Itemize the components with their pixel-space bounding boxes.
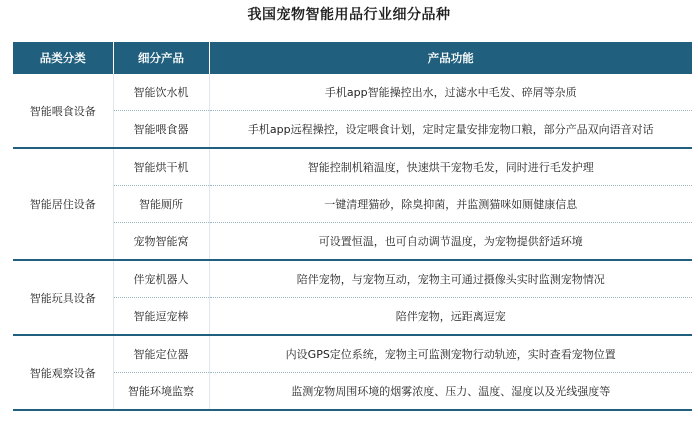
product-cell: 宠物智能窝	[113, 223, 209, 261]
product-cell: 智能厕所	[113, 186, 209, 223]
product-cell: 智能饮水机	[113, 74, 209, 111]
product-cell: 伴宠机器人	[113, 260, 209, 298]
category-cell: 智能玩具设备	[13, 260, 113, 335]
product-cell: 智能逗宠棒	[113, 298, 209, 336]
function-cell: 智能控制机箱温度，快速烘干宠物毛发，同时进行毛发护理	[209, 148, 692, 186]
function-cell: 手机app智能操控出水，过滤水中毛发、碎屑等杂质	[209, 74, 692, 111]
function-cell: 陪伴宠物，与宠物互动，宠物主可通过摄像头实时监测宠物情况	[209, 260, 692, 298]
category-cell: 智能喂食设备	[13, 74, 113, 148]
function-cell: 陪伴宠物，远距离逗宠	[209, 298, 692, 336]
header-category: 品类分类	[13, 42, 113, 74]
function-cell: 一键清理猫砂，除臭抑菌，并监测猫咪如厕健康信息	[209, 186, 692, 223]
product-cell: 智能喂食器	[113, 111, 209, 149]
table-row	[13, 74, 692, 111]
function-cell: 可设置恒温，也可自动调节温度，为宠物提供舒适环境	[209, 223, 692, 261]
category-cell: 智能观察设备	[13, 335, 113, 410]
page-title: 我国宠物智能用品行业细分品种	[247, 7, 451, 23]
header-function: 产品功能	[209, 42, 692, 74]
product-cell: 智能环境监察	[113, 373, 209, 411]
table-header-row	[13, 42, 692, 74]
table-row	[13, 260, 692, 298]
function-cell: 手机app远程操控，设定喂食计划，定时定量安排宠物口粮，部分产品双向语音对话	[209, 111, 692, 149]
table-row	[13, 148, 692, 186]
table-row	[13, 335, 692, 373]
function-cell: 监测宠物周围环境的烟雾浓度、压力、温度、湿度以及光线强度等	[209, 373, 692, 411]
segment-table	[13, 42, 692, 411]
table-row	[13, 298, 692, 336]
table-row	[13, 111, 692, 149]
header-product: 细分产品	[113, 42, 209, 74]
product-cell: 智能定位器	[113, 335, 209, 373]
table-row	[13, 186, 692, 223]
category-cell: 智能居住设备	[13, 148, 113, 260]
product-cell: 智能烘干机	[113, 148, 209, 186]
table-row	[13, 223, 692, 261]
table-row	[13, 373, 692, 411]
function-cell: 内设GPS定位系统，宠物主可监测宠物行动轨迹，实时查看宠物位置	[209, 335, 692, 373]
